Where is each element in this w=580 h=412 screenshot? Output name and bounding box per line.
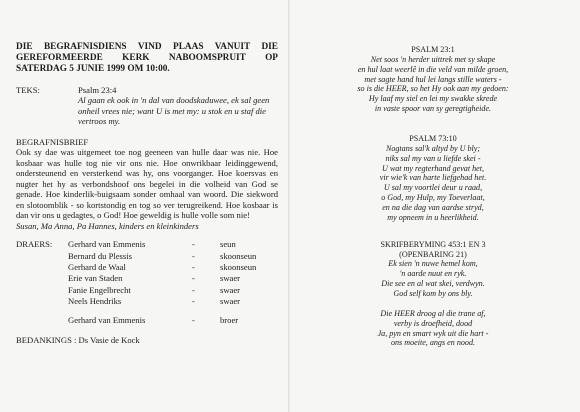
draer-relation: swaer xyxy=(220,284,241,295)
verse-line: ons moeite, angs en nood. xyxy=(390,338,476,348)
final-verse-block xyxy=(318,309,548,348)
verse-line: en na die dag van aardse stryd, xyxy=(382,203,484,213)
verse-line: in vaste spoor van sy geregtigheide. xyxy=(374,104,492,114)
verse-line: met sagte hand hul lei langs stille waters - xyxy=(364,74,502,84)
teks-line: Al gaan ek ook in 'n dal van doodskaduwee, ek sal geen xyxy=(78,95,270,106)
teks-label: TEKS: xyxy=(16,84,40,95)
draer-name: Bernard du Plessis xyxy=(68,250,132,261)
verse-line: 'n aarde nuut en ryk. xyxy=(399,269,467,279)
draer-relation: skoonseun xyxy=(220,261,257,272)
draer-relation: broer xyxy=(220,314,239,325)
draer-row xyxy=(16,251,278,262)
verse-line: U sal my voortlei deur u raad, xyxy=(383,183,483,193)
draer-dash: - xyxy=(192,261,195,272)
verse-line: Die see en al wat skei, verdwyn. xyxy=(381,279,485,289)
draer-row xyxy=(16,262,278,273)
brief-heading: BEGRAFNISBRIEF xyxy=(16,136,89,147)
teks-reference: Psalm 23:4 xyxy=(78,84,117,95)
draer-relation: swaer xyxy=(220,273,241,284)
draer-name: Fanie Engelbrecht xyxy=(68,284,131,295)
teks-line: vertroos my. xyxy=(78,116,121,127)
verse-line: en hul laat weerlê in die veld van milde groen, xyxy=(357,64,509,74)
draer-dash: - xyxy=(192,250,195,261)
page-fold xyxy=(288,0,290,412)
draer-row xyxy=(16,285,278,296)
draer-row xyxy=(16,273,278,284)
skrifberyming-block xyxy=(318,240,548,299)
right-page xyxy=(318,45,548,348)
bedankings: BEDANKINGS : Ds Vasie de Kock xyxy=(16,334,140,345)
draer-row xyxy=(16,315,278,326)
psalm-23-title: PSALM 23:1 xyxy=(411,45,455,54)
service-notice: DIE BEGRAFNISDIENS VIND PLAAS VANUIT DIE GEREFORMEERDE KERK NABOOMSPRUIT OP SATERDAG 5 JUNIE 1999 OM 10:00. xyxy=(16,42,278,74)
skrifberyming-title: SKRIFBERYMING 453:1 EN 3 xyxy=(380,239,486,249)
brief-body: Ook sy dae was uitgemeet toe nog geeneen van hulle daar was nie. Hoe kosbaar was hulle tog nie vir ons nie. Hoe onwrikbaar leidinggewend, ondersteunend en versterkend was hy, ons voorganger. Hoe koersvas en nugter het hy as verbondshoof ons begelei in die volheid van God se genade. Hoe kinderlik-buigsaam sonder omhaal van woord. Die siekword en slotoomblik - so kortstondig en tog so ver terugreikend. Hoe kosbaar is dan vir ons u gedagtes, o God! Hoe geweldig is hulle volle som nie! xyxy=(16,147,278,221)
teks-line: onheil vrees nie; want U is met my: u stok en u staf die xyxy=(78,105,266,116)
draer-name: Gerhard van Emmenis xyxy=(68,314,146,325)
draer-name: Gerhard van Emmenis xyxy=(68,239,146,250)
psalm-23-block xyxy=(318,45,548,114)
verse-line: Die HEER droog al die trane af, xyxy=(380,308,486,318)
verse-line: Hy laaf my siel en lei my swakke skrede xyxy=(368,94,498,104)
verse-line: niks sal my van u liefde skei - xyxy=(385,153,481,163)
teks-header xyxy=(16,85,278,95)
verse-line: verby is droefheid, dood xyxy=(393,318,473,328)
draer-name: Gerhard de Waal xyxy=(68,261,126,272)
draer-dash: - xyxy=(192,296,195,307)
verse-line: Ek sien 'n nuwe hemel kom, xyxy=(388,259,478,269)
verse-line: o God, my Hulp, my Toeverlaat, xyxy=(381,193,485,203)
verse-line: Net soos 'n herder uittrek met sy skape xyxy=(370,54,496,64)
verse-line: U wat my regterhand gevat het, xyxy=(381,163,485,173)
verse-line: Nogtans sal'k altyd by U bly; xyxy=(385,143,481,153)
draer-relation: skoonseun xyxy=(220,250,257,261)
draers-list xyxy=(16,239,278,326)
draer-name: Erie van Staden xyxy=(68,273,123,284)
verse-line: my opneem in u heerlikheid. xyxy=(387,212,479,222)
draers-label: DRAERS: xyxy=(16,239,53,250)
skrifberyming-subtitle: (OPENBARING 21) xyxy=(399,249,467,259)
draer-relation: seun xyxy=(220,239,236,250)
verse-line: so is die HEER, so het Hy ook aan my gedoen: xyxy=(357,84,509,94)
teks-verse xyxy=(72,95,278,126)
psalm-73-block xyxy=(318,134,548,223)
draer-row xyxy=(16,296,278,307)
verse-line: God self kom by ons bly. xyxy=(393,289,473,299)
draer-name: Neels Hendriks xyxy=(68,296,122,307)
psalm-73-title: PSALM 73:10 xyxy=(409,134,457,144)
brief-signature: Susan, Ma Anna, Pa Hannes, kinders en kleinkinders xyxy=(16,220,199,231)
draer-relation: swaer xyxy=(220,296,241,307)
draer-dash: - xyxy=(192,273,195,284)
verse-line: vir wie'k van harte liefgehad het. xyxy=(379,173,487,183)
draer-dash: - xyxy=(192,239,195,250)
draer-dash: - xyxy=(192,314,195,325)
left-page xyxy=(16,42,278,345)
draer-dash: - xyxy=(192,284,195,295)
verse-line: Ja, pyn en smart wyk uit die hart - xyxy=(377,328,489,338)
draer-row xyxy=(16,239,278,250)
